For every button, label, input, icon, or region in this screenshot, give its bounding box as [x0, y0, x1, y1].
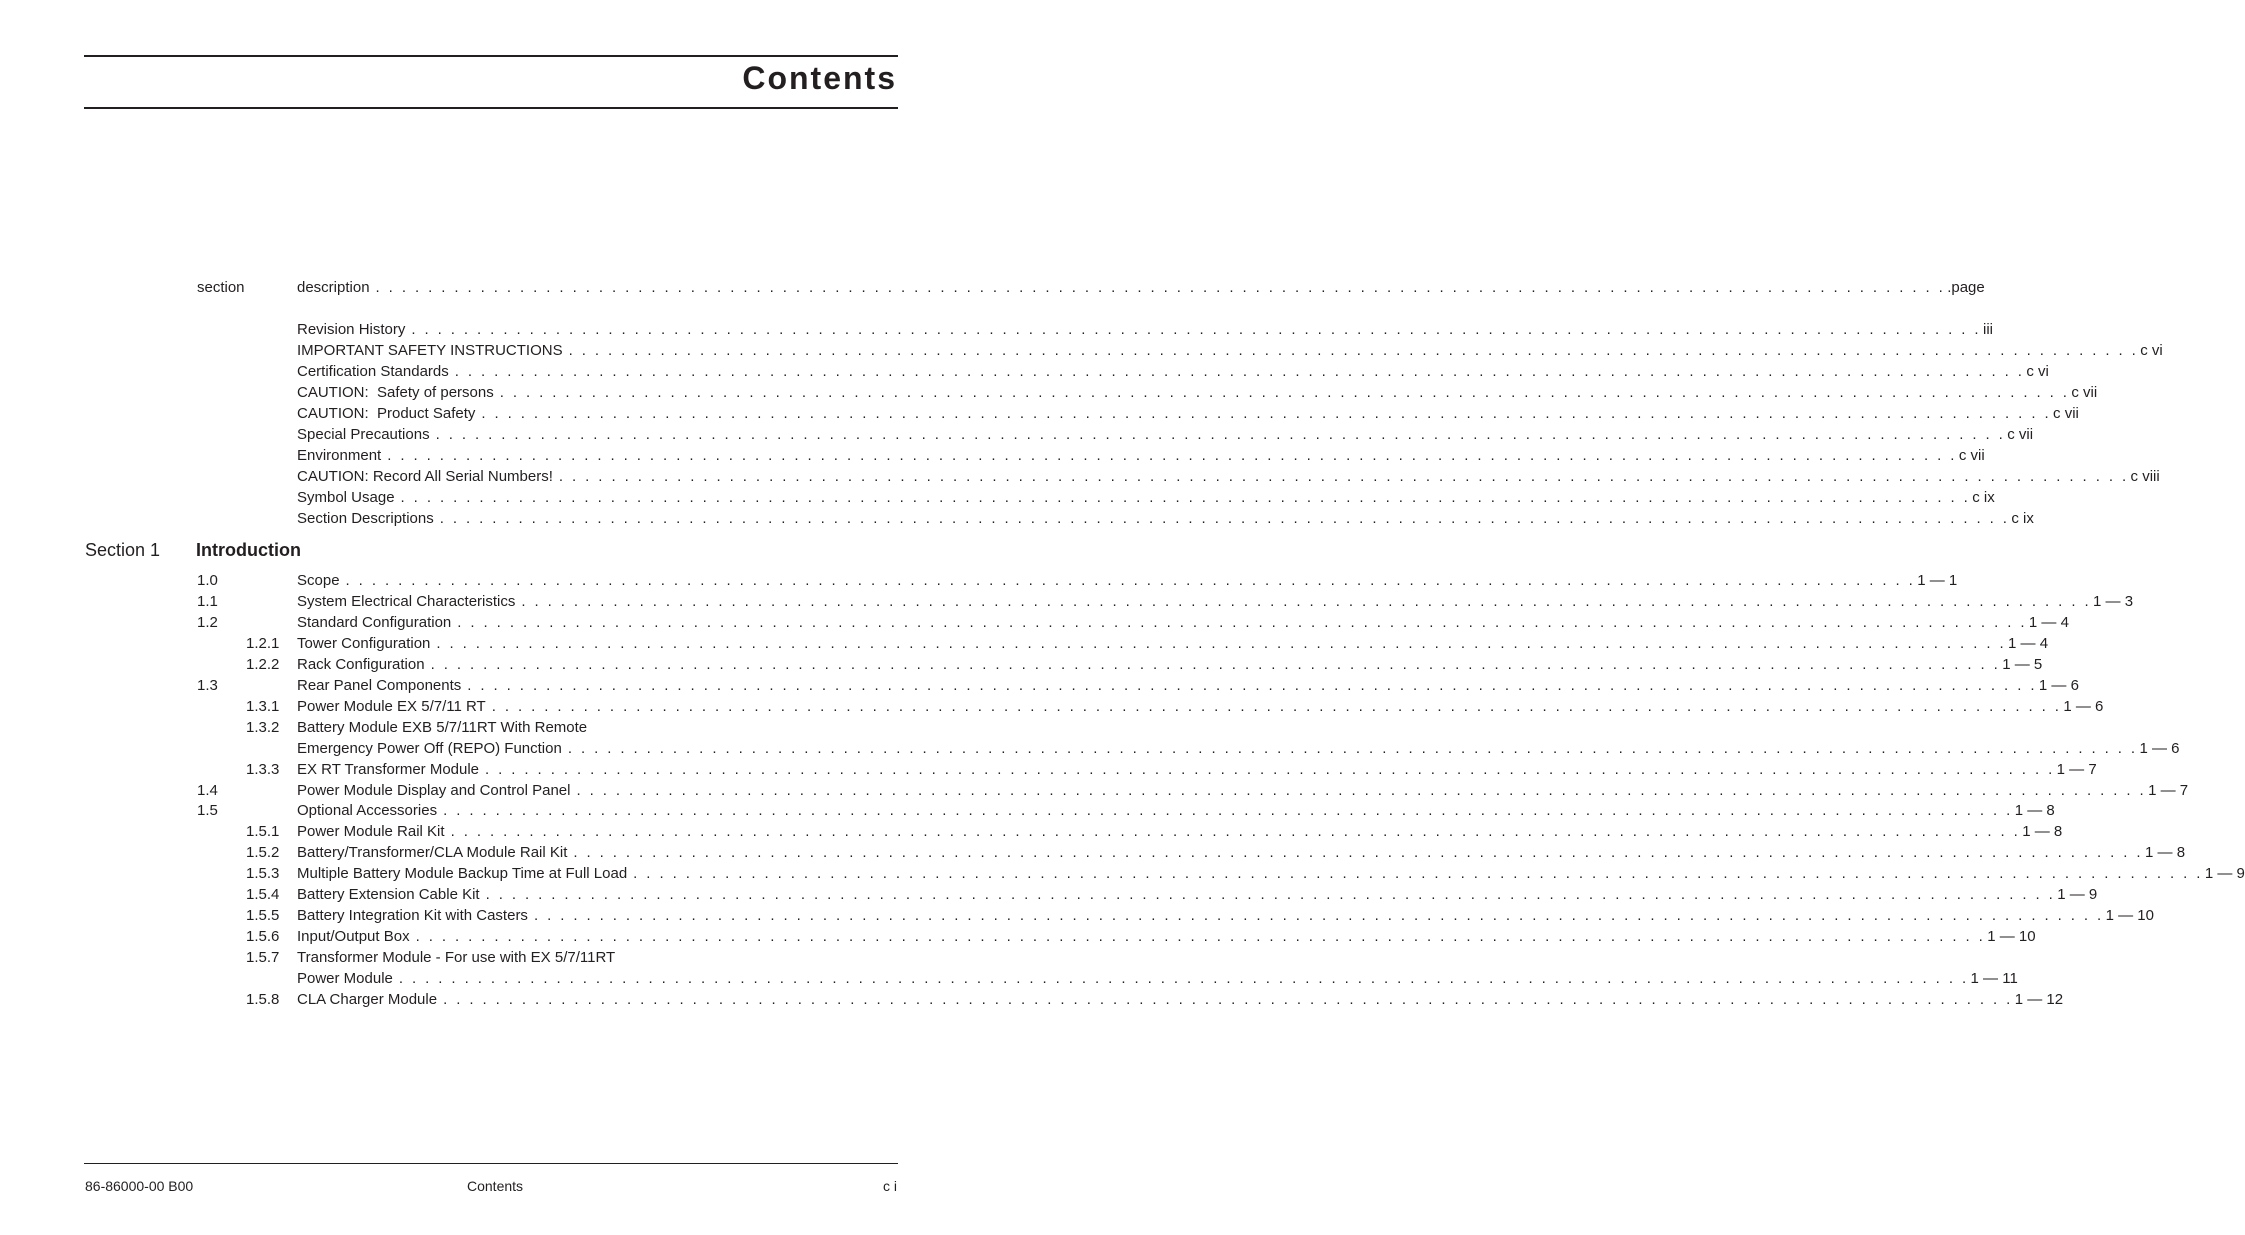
toc-entry-page: c vii — [1958, 447, 1985, 464]
toc-entry-body — [297, 487, 1995, 508]
toc-entry-body — [297, 821, 2063, 842]
toc-entry-page: 1 — 6 — [2038, 676, 2079, 694]
dot-leader: . . . . . . . . . . . . . . . . . . . . . . . . . . . . . . . . . . . . . . . . . . . . . . . . . . . . . . . . . . . . . . . . . . . . . . . . . . . . . . . . . . . . . . . . . . . . . . . . . . . . . . . . . . . . . . . . . . . . . . . . — [435, 426, 2006, 443]
toc-entry-body — [297, 738, 2180, 759]
toc-entry-page: 1 — 7 — [2148, 781, 2189, 799]
toc-entry[interactable] — [0, 361, 2049, 382]
toc-entry-body — [297, 633, 2049, 654]
toc-entry-body — [297, 445, 1985, 466]
toc-entry-title: Rear Panel Components — [297, 676, 462, 694]
toc-entry-title: Emergency Power Off (REPO) Function — [297, 739, 562, 757]
toc-entry-body — [297, 612, 2069, 633]
toc-entry-title: Transformer Module - For use with EX 5/7/11RT — [297, 949, 616, 967]
toc-entry-page: 1 — 10 — [2105, 907, 2154, 925]
toc-entry-body — [297, 780, 2189, 801]
toc-entry-body — [297, 591, 2134, 612]
toc-entry-number: 1.3.2 — [246, 718, 280, 736]
dot-leader: . . . . . . . . . . . . . . . . . . . . . . . . . . . . . . . . . . . . . . . . . . . . . . . . . . . . . . . . . . . . . . . . . . . . . . . . . . . . . . . . . . . . . . . . . . . . . . . . . . . . . . . . . . . . . . . . . . . . . . . . — [439, 510, 2010, 527]
toc-entry-title: Optional Accessories — [297, 802, 438, 820]
section-1-label: Section 1 — [85, 540, 161, 560]
toc-entry-title: Multiple Battery Module Backup Time at Full Load — [297, 865, 628, 883]
toc-entry[interactable] — [0, 947, 954, 968]
toc-entry-title: Environment — [297, 447, 382, 464]
dot-leader: . . . . . . . . . . . . . . . . . . . . . . . . . . . . . . . . . . . . . . . . . . . . . . . . . . . . . . . . . . . . . . . . . . . . . . . . . . . . . . . . . . . . . . . . . . . . . . . . . . . . . . . . . . . . . . . . . . . . . . . . — [576, 781, 2147, 799]
toc-entry[interactable] — [0, 570, 1958, 591]
column-header-row — [0, 277, 1985, 298]
toc-entry-title: CLA Charger Module — [297, 991, 438, 1008]
toc-entry-body — [297, 403, 2079, 424]
column-header-page: .page — [1947, 279, 1985, 296]
dot-leader: . . . . . . . . . . . . . . . . . . . . . . . . . . . . . . . . . . . . . . . . . . . . . . . . . . . . . . . . . . . . . . . . . . . . . . . . . . . . . . . . . . . . . . . . . . . . . . . . . . . . . . . . . . . . . . . . . . . . . . . . — [633, 865, 2203, 883]
toc-entry-title: IMPORTANT SAFETY INSTRUCTIONS — [297, 342, 563, 359]
toc-entry-page: 1 — 4 — [2028, 613, 2069, 631]
toc-entry-title: Tower Configuration — [297, 634, 431, 652]
toc-entry-title: Standard Configuration — [297, 613, 452, 631]
dot-leader: . . . . . . . . . . . . . . . . . . . . . . . . . . . . . . . . . . . . . . . . . . . . . . . . . . . . . . . . . . . . . . . . . . . . . . . . . . . . . . . . . . . . . . . . . . . . . . . . . . . . . . . . . . . . . . . . . . . . . . . . — [387, 447, 1957, 464]
dot-leader: . . . . . . . . . . . . . . . . . . . . . . . . . . . . . . . . . . . . . . . . . . . . . . . . . . . . . . . . . . . . . . . . . . . . . . . . . . . . . . . . . . . . . . . . . . . . . . . . . . . . . . . . . . . . . . . . . . . . . . . . — [558, 468, 2129, 485]
toc-entry-page: 1 — 8 — [2145, 844, 2186, 862]
toc-entry-number: 1.0 — [197, 572, 218, 589]
toc-entry[interactable] — [0, 738, 2180, 759]
toc-entry-page: iii — [1983, 321, 1994, 338]
toc-entry-title: Rack Configuration — [297, 655, 425, 673]
toc-entry-page: c ix — [1972, 489, 1995, 506]
toc-entry-body — [297, 968, 2018, 989]
toc-entry-body — [297, 947, 787, 968]
toc-entry-body — [297, 340, 2163, 361]
toc-entry-body — [297, 905, 2154, 926]
toc-entry-number: 1.5.5 — [246, 907, 280, 925]
toc-entry-number: 1.1 — [197, 592, 218, 610]
toc-entry[interactable] — [0, 340, 2163, 361]
toc-entry-body — [297, 654, 2043, 675]
toc-entry-title: Scope — [297, 572, 340, 589]
toc-entry-page: 1 — 9 — [2057, 886, 2098, 904]
toc-entry-title: Input/Output Box — [297, 928, 410, 946]
toc-entry-page: c viii — [2130, 468, 2160, 485]
toc-entry[interactable] — [0, 989, 2064, 1010]
dot-leader: . . . . . . . . . . . . . . . . . . . . . . . . . . . . . . . . . . . . . . . . . . . . . . . . . . . . . . . . . . . . . . . . . . . . . . . . . . . . . . . . . . . . . . . . . . . . . . . . . . . . . . . . . . . . . . . . . . . . . . . . — [450, 823, 2021, 841]
toc-entry-title: Battery Integration Kit with Casters — [297, 907, 528, 925]
footer-center-label: Contents — [467, 1178, 524, 1194]
toc-entry-page: 1 — 6 — [2063, 697, 2104, 715]
dot-leader: . . . . . . . . . . . . . . . . . . . . . . . . . . . . . . . . . . . . . . . . . . . . . . . . . . . . . . . . . . . . . . . . . . . . . . . . . . . . . . . . . . . . . . . . . . . . . . . . . . . . . . . . . . . . . . . . . . . . . . . . — [345, 572, 1916, 589]
toc-entry-number: 1.2.1 — [246, 634, 280, 652]
toc-entry-title: CAUTION: Safety of persons — [297, 384, 494, 401]
toc-entry[interactable] — [0, 675, 2079, 696]
toc-entry-page: 1 — 11 — [1970, 970, 2018, 988]
toc-entry-body — [297, 382, 2098, 403]
toc-entry-body — [297, 570, 1958, 591]
toc-entry-number: 1.5.7 — [246, 949, 280, 967]
toc-entry-page: 1 — 3 — [2093, 592, 2134, 610]
toc-entry-title: EX RT Transformer Module — [297, 760, 480, 778]
toc-entry-body — [297, 884, 2098, 905]
toc-entry-body — [297, 319, 1994, 340]
footer-doc-number: 86-86000-00 B00 — [85, 1178, 194, 1194]
toc-entry-body — [297, 361, 2049, 382]
toc-entry[interactable] — [0, 612, 2069, 633]
toc-entry[interactable] — [0, 633, 2049, 654]
toc-entry-title: Special Precautions — [297, 426, 430, 443]
toc-entry-body — [297, 759, 2097, 780]
page-title: Contents — [742, 60, 897, 96]
toc-entry-body — [297, 717, 787, 738]
toc-entry-body — [297, 842, 2186, 863]
toc-entry-number: 1.3.1 — [246, 697, 280, 715]
toc-entry-body — [297, 466, 2160, 487]
toc-entry[interactable] — [0, 591, 2134, 612]
column-header-section: section — [197, 279, 245, 296]
toc-entry[interactable] — [0, 759, 2097, 780]
toc-entry-title: CAUTION: Product Safety — [297, 405, 476, 422]
toc-entry[interactable] — [0, 926, 2036, 947]
toc-entry[interactable] — [0, 800, 2055, 821]
toc-entry-page: c vi — [2140, 342, 2163, 359]
toc-entry-title: Battery Module EXB 5/7/11RT With Remote — [297, 718, 588, 736]
toc-entry-number: 1.5.6 — [246, 928, 280, 946]
toc-entry-page: 1 — 6 — [2139, 739, 2180, 757]
toc-entry-page: 1 — 5 — [2002, 655, 2043, 673]
dot-leader: . . . . . . . . . . . . . . . . . . . . . . . . . . . . . . . . . . . . . . . . . . . . . . . . . . . . . . . . . . . . . . . . . . . . . . . . . . . . . . . . . . . . . . . . . . . . . . . . . . . . . . . . . . . . . . . . . . . . . . . . — [499, 384, 2070, 401]
toc-entry[interactable] — [0, 884, 2098, 905]
footer-page-number: c i — [883, 1178, 897, 1194]
toc-entry-number: 1.4 — [197, 781, 218, 799]
dot-leader: . . . . . . . . . . . . . . . . . . . . . . . . . . . . . . . . . . . . . . . . . . . . . . . . . . . . . . . . . . . . . . . . . . . . . . . . . . . . . . . . . . . . . . . . . . . . . . . . . . . . . . . . . . . . . . . . . . . . . . . . — [568, 342, 2139, 359]
toc-entry-page: c vii — [2071, 384, 2098, 401]
toc-entry-page: c ix — [2011, 510, 2034, 527]
footer-rule — [84, 1163, 898, 1164]
dot-leader: . . . . . . . . . . . . . . . . . . . . . . . . . . . . . . . . . . . . . . . . . . . . . . . . . . . . . . . . . . . . . . . . . . . . . . . . . . . . . . . . . . . . . . . . . . . . . . . . . . . . . . . . . . . . . . . . . . . . . . . . — [443, 802, 2013, 820]
column-header-description: description — [297, 279, 370, 296]
toc-entry-number: 1.3.3 — [246, 760, 280, 778]
toc-entry-page: 1 — 8 — [2022, 823, 2063, 841]
toc-entry[interactable] — [0, 717, 954, 738]
section-1-title: Introduction — [196, 540, 301, 560]
dot-leader: . . . . . . . . . . . . . . . . . . . . . . . . . . . . . . . . . . . . . . . . . . . . . . . . . . . . . . . . . . . . . . . . . . . . . . . . . . . . . . . . . . . . . . . . . . . . . . . . . . . . . . . . . . . . . . . . . . . . . . . . — [567, 739, 2138, 757]
toc-entry-body — [297, 800, 2055, 821]
toc-entry-body — [297, 863, 2245, 884]
dot-leader: . . . . . . . . . . . . . . . . . . . . . . . . . . . . . . . . . . . . . . . . . . . . . . . . . . . . . . . . . . . . . . . . . . . . . . . . . . . . . . . . . . . . . . . . . . . . . . . . . . . . . . . . . . . . . . . . . . . . . . . . — [485, 886, 2056, 904]
toc-entry-title: Revision History — [297, 321, 406, 338]
toc-entry[interactable] — [0, 780, 2189, 801]
dot-leader: . . . . . . . . . . . . . . . . . . . . . . . . . . . . . . . . . . . . . . . . . . . . . . . . . . . . . . . . . . . . . . . . . . . . . . . . . . . . . . . . . . . . . . . . . . . . . . . . . . . . . . . . . . . . . . . . . . . . . . . . — [436, 634, 2007, 652]
dot-leader: . . . . . . . . . . . . . . . . . . . . . . . . . . . . . . . . . . . . . . . . . . . . . . . . . . . . . . . . . . . . . . . . . . . . . . . . . . . . . . . . . . . . . . . . . . . . . . . . . . . . . . . . . . . . . . . . . . . . . . . . — [491, 697, 2062, 715]
toc-entry[interactable] — [0, 842, 2186, 863]
dot-leader: . . . . . . . . . . . . . . . . . . . . . . . . . . . . . . . . . . . . . . . . . . . . . . . . . . . . . . . . . . . . . . . . . . . . . . . . . . . . . . . . . . . . . . . . . . . . . . . . . . . . . . . . . . . . . . . . . . . . . . . . — [430, 655, 2001, 673]
toc-entry-body — [297, 508, 2034, 529]
toc-entry-title: Symbol Usage — [297, 489, 395, 506]
toc-entry[interactable] — [0, 487, 1995, 508]
dot-leader: . . . . . . . . . . . . . . . . . . . . . . . . . . . . . . . . . . . . . . . . . . . . . . . . . . . . . . . . . . . . . . . . . . . . . . . . . . . . . . . . . . . . . . . . . . . . . . . . . . . . . . . . . . . . . . . . . . . . . . . . — [457, 613, 2027, 631]
dot-leader: . . . . . . . . . . . . . . . . . . . . . . . . . . . . . . . . . . . . . . . . . . . . . . . . . . . . . . . . . . . . . . . . . . . . . . . . . . . . . . . . . . . . . . . . . . . . . . . . . . . . . . . . . . . . . . . . . . . . . . . . — [398, 970, 1969, 988]
toc-entry-body — [297, 696, 2104, 717]
toc-entry[interactable] — [0, 968, 2018, 989]
toc-entry-title: Battery Extension Cable Kit — [297, 886, 480, 904]
toc-entry-title: Power Module — [297, 970, 393, 988]
dot-leader: . . . . . . . . . . . . . . . . . . . . . . . . . . . . . . . . . . . . . . . . . . . . . . . . . . . . . . . . . . . . . . . . . . . . . . . . . . . . . . . . . . . . . . . . . . . . . . . . . . . . . . . . . . . . . . . . . . . . . . . . — [400, 489, 1971, 506]
toc-entry-body — [297, 926, 2036, 947]
header-rule-bottom — [84, 107, 898, 109]
toc-entry-page: 1 — 7 — [2056, 760, 2097, 778]
toc-entry-number: 1.2.2 — [246, 655, 280, 673]
toc-entry-page: c vi — [2026, 363, 2049, 380]
dot-leader: . . . . . . . . . . . . . . . . . . . . . . . . . . . . . . . . . . . . . . . . . . . . . . . . . . . . . . . . . . . . . . . . . . . . . . . . . . . . . . . . . . . . . . . . . . . . . . . . . . . . . . . . . . . . . . . . . . . . . . . . — [415, 928, 1986, 946]
toc-entry[interactable] — [0, 905, 2154, 926]
dot-leader: . . . . . . . . . . . . . . . . . . . . . . . . . . . . . . . . . . . . . . . . . . . . . . . . . . . . . . . . . . . . . . . . . . . . . . . . . . . . . . . . . . . . . . . . . . . . . . . . . . . . . . . . . . . . . . . . . . . . . . . . — [375, 279, 1946, 296]
toc-entry-page: c vii — [2007, 426, 2034, 443]
toc-entry[interactable] — [0, 403, 2079, 424]
dot-leader: . . . . . . . . . . . . . . . . . . . . . . . . . . . . . . . . . . . . . . . . . . . . . . . . . . . . . . . . . . . . . . . . . . . . . . . . . . . . . . . . . . . . . . . . . . . . . . . . . . . . . . . . . . . . . . . . . . . . . . . . — [481, 405, 2052, 422]
toc-entry-number: 1.2 — [197, 613, 218, 631]
dot-leader: . . . . . . . . . . . . . . . . . . . . . . . . . . . . . . . . . . . . . . . . . . . . . . . . . . . . . . . . . . . . . . . . . . . . . . . . . . . . . . . . . . . . . . . . . . . . . . . . . . . . . . . . . . . . . . . . . . . . . . . . — [443, 991, 2013, 1008]
toc-entry-number: 1.5.8 — [246, 991, 280, 1008]
toc-entry-title: Section Descriptions — [297, 510, 434, 527]
toc-entry[interactable] — [0, 821, 2063, 842]
toc-entry[interactable] — [0, 445, 1985, 466]
toc-entry-page: 1 — 10 — [1987, 928, 2036, 946]
toc-entry-body — [297, 424, 2034, 445]
toc-entry[interactable] — [0, 424, 2034, 445]
toc-entry-title: System Electrical Characteristics — [297, 592, 516, 610]
toc-entry-title: Power Module Display and Control Panel — [297, 781, 571, 799]
dot-leader: . . . . . . . . . . . . . . . . . . . . . . . . . . . . . . . . . . . . . . . . . . . . . . . . . . . . . . . . . . . . . . . . . . . . . . . . . . . . . . . . . . . . . . . . . . . . . . . . . . . . . . . . . . . . . . . . . . . . . . . . — [533, 907, 2104, 925]
toc-entry[interactable] — [0, 466, 2160, 487]
dot-leader: . . . . . . . . . . . . . . . . . . . . . . . . . . . . . . . . . . . . . . . . . . . . . . . . . . . . . . . . . . . . . . . . . . . . . . . . . . . . . . . . . . . . . . . . . . . . . . . . . . . . . . . . . . . . . . . . . . . . . . . . — [467, 676, 2037, 694]
toc-entry-body — [297, 675, 2079, 696]
toc-entry-title: Power Module Rail Kit — [297, 823, 445, 841]
toc-entry-page: 1 — 9 — [2204, 865, 2245, 883]
dot-leader: . . . . . . . . . . . . . . . . . . . . . . . . . . . . . . . . . . . . . . . . . . . . . . . . . . . . . . . . . . . . . . . . . . . . . . . . . . . . . . . . . . . . . . . . . . . . . . . . . . . . . . . . . . . . . . . . . . . . . . . . — [485, 760, 2055, 778]
toc-entry-title: Certification Standards — [297, 363, 449, 380]
toc-entry-number: 1.5.2 — [246, 844, 280, 862]
toc-entry-number: 1.5.4 — [246, 886, 280, 904]
toc-entry-page: 1 — 12 — [2014, 991, 2064, 1008]
column-header-description-row — [297, 277, 1985, 298]
toc-entry[interactable] — [0, 654, 2043, 675]
toc-entry[interactable] — [0, 319, 1994, 340]
toc-entry-page: 1 — 8 — [2014, 802, 2055, 820]
toc-entry-number: 1.5.3 — [246, 865, 280, 883]
toc-entry-page: c vii — [2053, 405, 2079, 422]
toc-entry[interactable] — [0, 863, 2245, 884]
toc-entry-title: Power Module EX 5/7/11 RT — [297, 697, 486, 715]
toc-entry[interactable] — [0, 696, 2104, 717]
toc-entry[interactable] — [0, 382, 2098, 403]
dot-leader: . . . . . . . . . . . . . . . . . . . . . . . . . . . . . . . . . . . . . . . . . . . . . . . . . . . . . . . . . . . . . . . . . . . . . . . . . . . . . . . . . . . . . . . . . . . . . . . . . . . . . . . . . . . . . . . . . . . . . . . . — [411, 321, 1982, 338]
dot-leader: . . . . . . . . . . . . . . . . . . . . . . . . . . . . . . . . . . . . . . . . . . . . . . . . . . . . . . . . . . . . . . . . . . . . . . . . . . . . . . . . . . . . . . . . . . . . . . . . . . . . . . . . . . . . . . . . . . . . . . . . — [454, 363, 2025, 380]
toc-entry-title: Battery/Transformer/CLA Module Rail Kit — [297, 844, 568, 862]
dot-leader: . . . . . . . . . . . . . . . . . . . . . . . . . . . . . . . . . . . . . . . . . . . . . . . . . . . . . . . . . . . . . . . . . . . . . . . . . . . . . . . . . . . . . . . . . . . . . . . . . . . . . . . . . . . . . . . . . . . . . . . . — [521, 592, 2092, 610]
dot-leader: . . . . . . . . . . . . . . . . . . . . . . . . . . . . . . . . . . . . . . . . . . . . . . . . . . . . . . . . . . . . . . . . . . . . . . . . . . . . . . . . . . . . . . . . . . . . . . . . . . . . . . . . . . . . . . . . . . . . . . . . — [573, 844, 2144, 862]
toc-entry-number: 1.3 — [197, 676, 218, 694]
toc-entry[interactable] — [0, 508, 2034, 529]
toc-entry-page: 1 — 1 — [1917, 572, 1958, 589]
toc-entry-page: 1 — 4 — [2008, 634, 2049, 652]
toc-entry-body — [297, 989, 2064, 1010]
toc-entry-number: 1.5 — [197, 802, 218, 820]
toc-entry-number: 1.5.1 — [246, 823, 280, 841]
toc-entry-title: CAUTION: Record All Serial Numbers! — [297, 468, 553, 485]
